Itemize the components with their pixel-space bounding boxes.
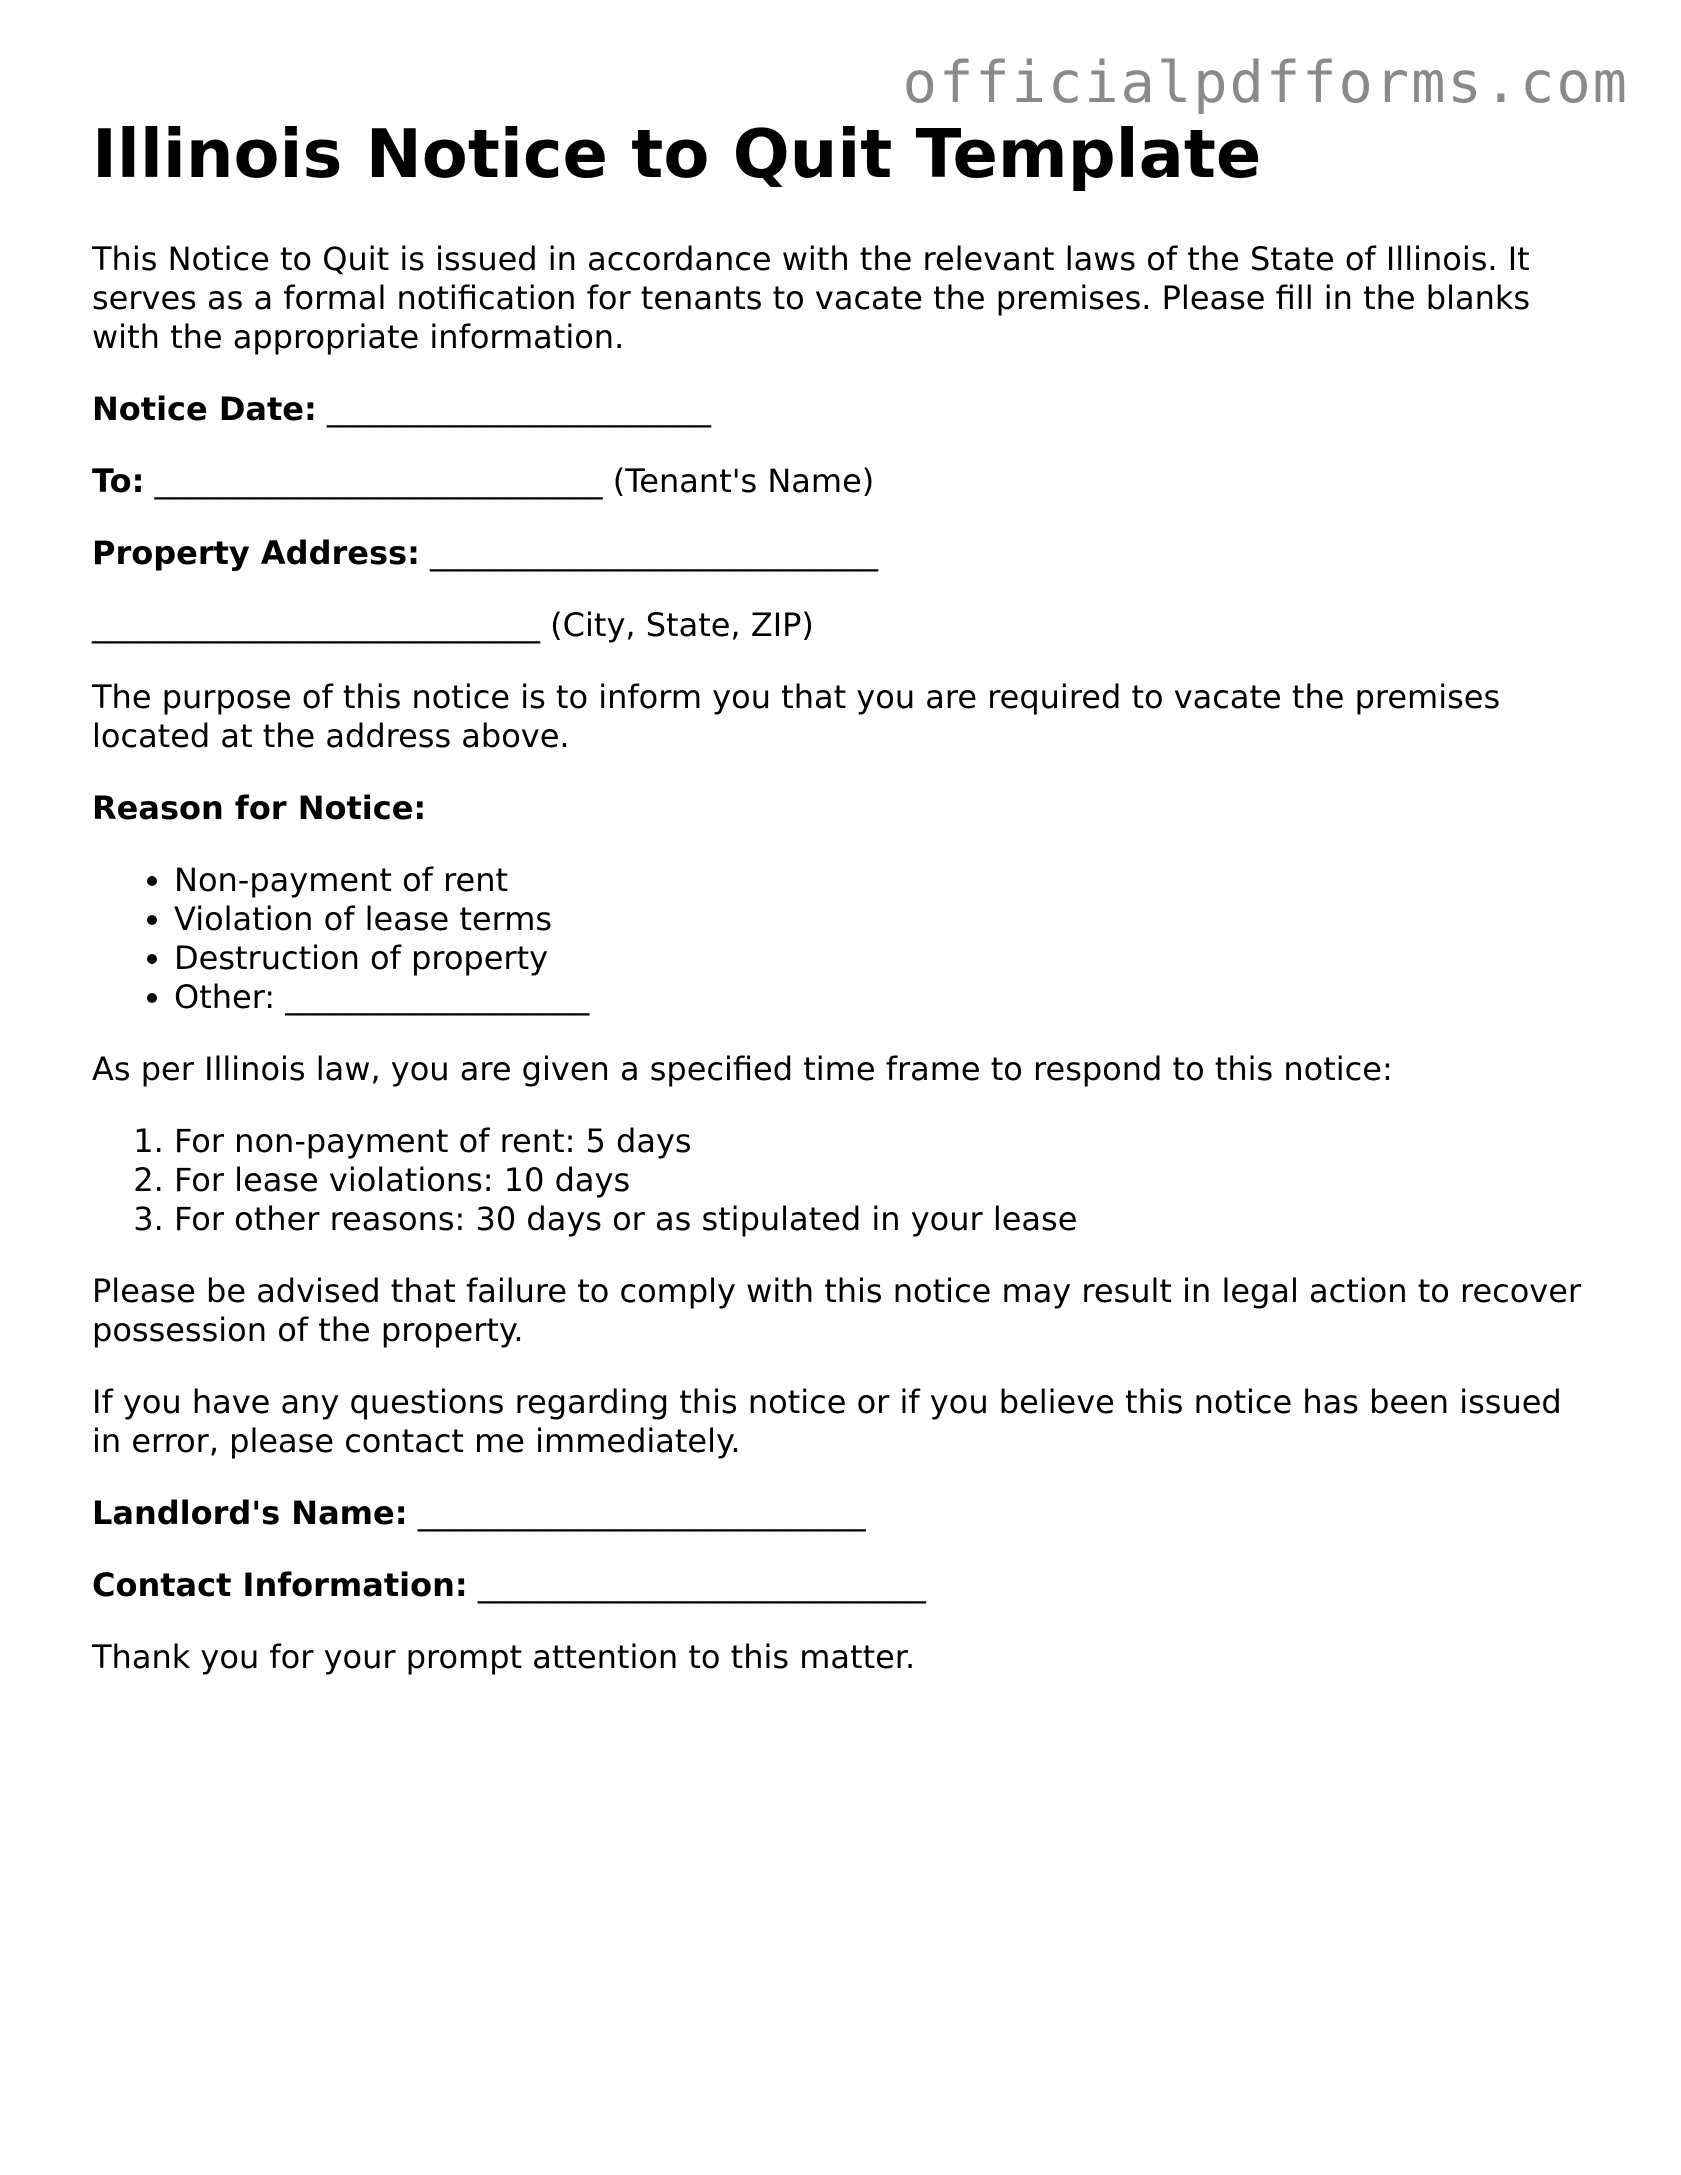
reason-list	[92, 861, 1592, 1017]
purpose-paragraph: The purpose of this notice is to inform you that you are required to vacate the premises located at the address above.	[92, 677, 1501, 755]
intro-paragraph: This Notice to Quit is issued in accordance with the relevant laws of the State of Illinois. It serves as a formal notification for tenants to vacate the premises. Please fill in the blanks with the appropriate information.	[92, 239, 1531, 356]
notice-date-blank[interactable]: ________________________	[326, 389, 711, 428]
contact-info-line	[92, 1566, 1592, 1605]
questions-paragraph: If you have any questions regarding this notice or if you believe this notice has been issued in error, please contact me immediately.	[92, 1382, 1562, 1460]
page-title: Illinois Notice to Quit Template	[92, 115, 1262, 193]
city-blank[interactable]: ____________________________	[92, 605, 540, 644]
list-item: 1. For non-payment of rent: 5 days	[174, 1122, 1592, 1161]
contact-info-blank[interactable]: ____________________________	[477, 1565, 926, 1604]
reason-heading: Reason for Notice:	[92, 788, 427, 827]
landlord-name-label: Landlord's Name:	[92, 1493, 408, 1532]
list-item: 2. For lease violations: 10 days	[174, 1161, 1592, 1200]
timeframe-list	[92, 1122, 1592, 1239]
property-address-label: Property Address:	[92, 533, 420, 572]
document-page	[92, 115, 1592, 1710]
to-line	[92, 462, 1592, 501]
landlord-name-blank[interactable]: ____________________________	[417, 1493, 866, 1532]
landlord-name-line	[92, 1494, 1592, 1533]
property-address-blank[interactable]: ____________________________	[430, 533, 879, 572]
city-line	[92, 606, 1592, 645]
tenant-name-blank[interactable]: ____________________________	[154, 461, 603, 500]
list-item: • Destruction of property	[174, 939, 1592, 978]
list-item: • Other: ___________________	[174, 978, 1592, 1017]
list-item: • Non-payment of rent	[174, 861, 1592, 900]
tenant-name-hint: (Tenant's Name)	[612, 461, 875, 500]
notice-date-label: Notice Date:	[92, 389, 317, 428]
advisory-paragraph: Please be advised that failure to comply with this notice may result in legal action to recover possession of the property.	[92, 1271, 1582, 1349]
contact-info-label: Contact Information:	[92, 1565, 468, 1604]
timeframe-intro: As per Illinois law, you are given a specified time frame to respond to this notice:	[92, 1049, 1393, 1088]
closing-paragraph: Thank you for your prompt attention to this matter.	[92, 1637, 916, 1676]
notice-date-line	[92, 390, 1592, 429]
property-address-line	[92, 534, 1592, 573]
list-item: • Violation of lease terms	[174, 900, 1592, 939]
to-label: To:	[92, 461, 145, 500]
watermark: officialpdfforms.com	[902, 50, 1629, 116]
list-item: 3. For other reasons: 30 days or as stipulated in your lease	[174, 1200, 1592, 1239]
city-hint: (City, State, ZIP)	[550, 605, 814, 644]
